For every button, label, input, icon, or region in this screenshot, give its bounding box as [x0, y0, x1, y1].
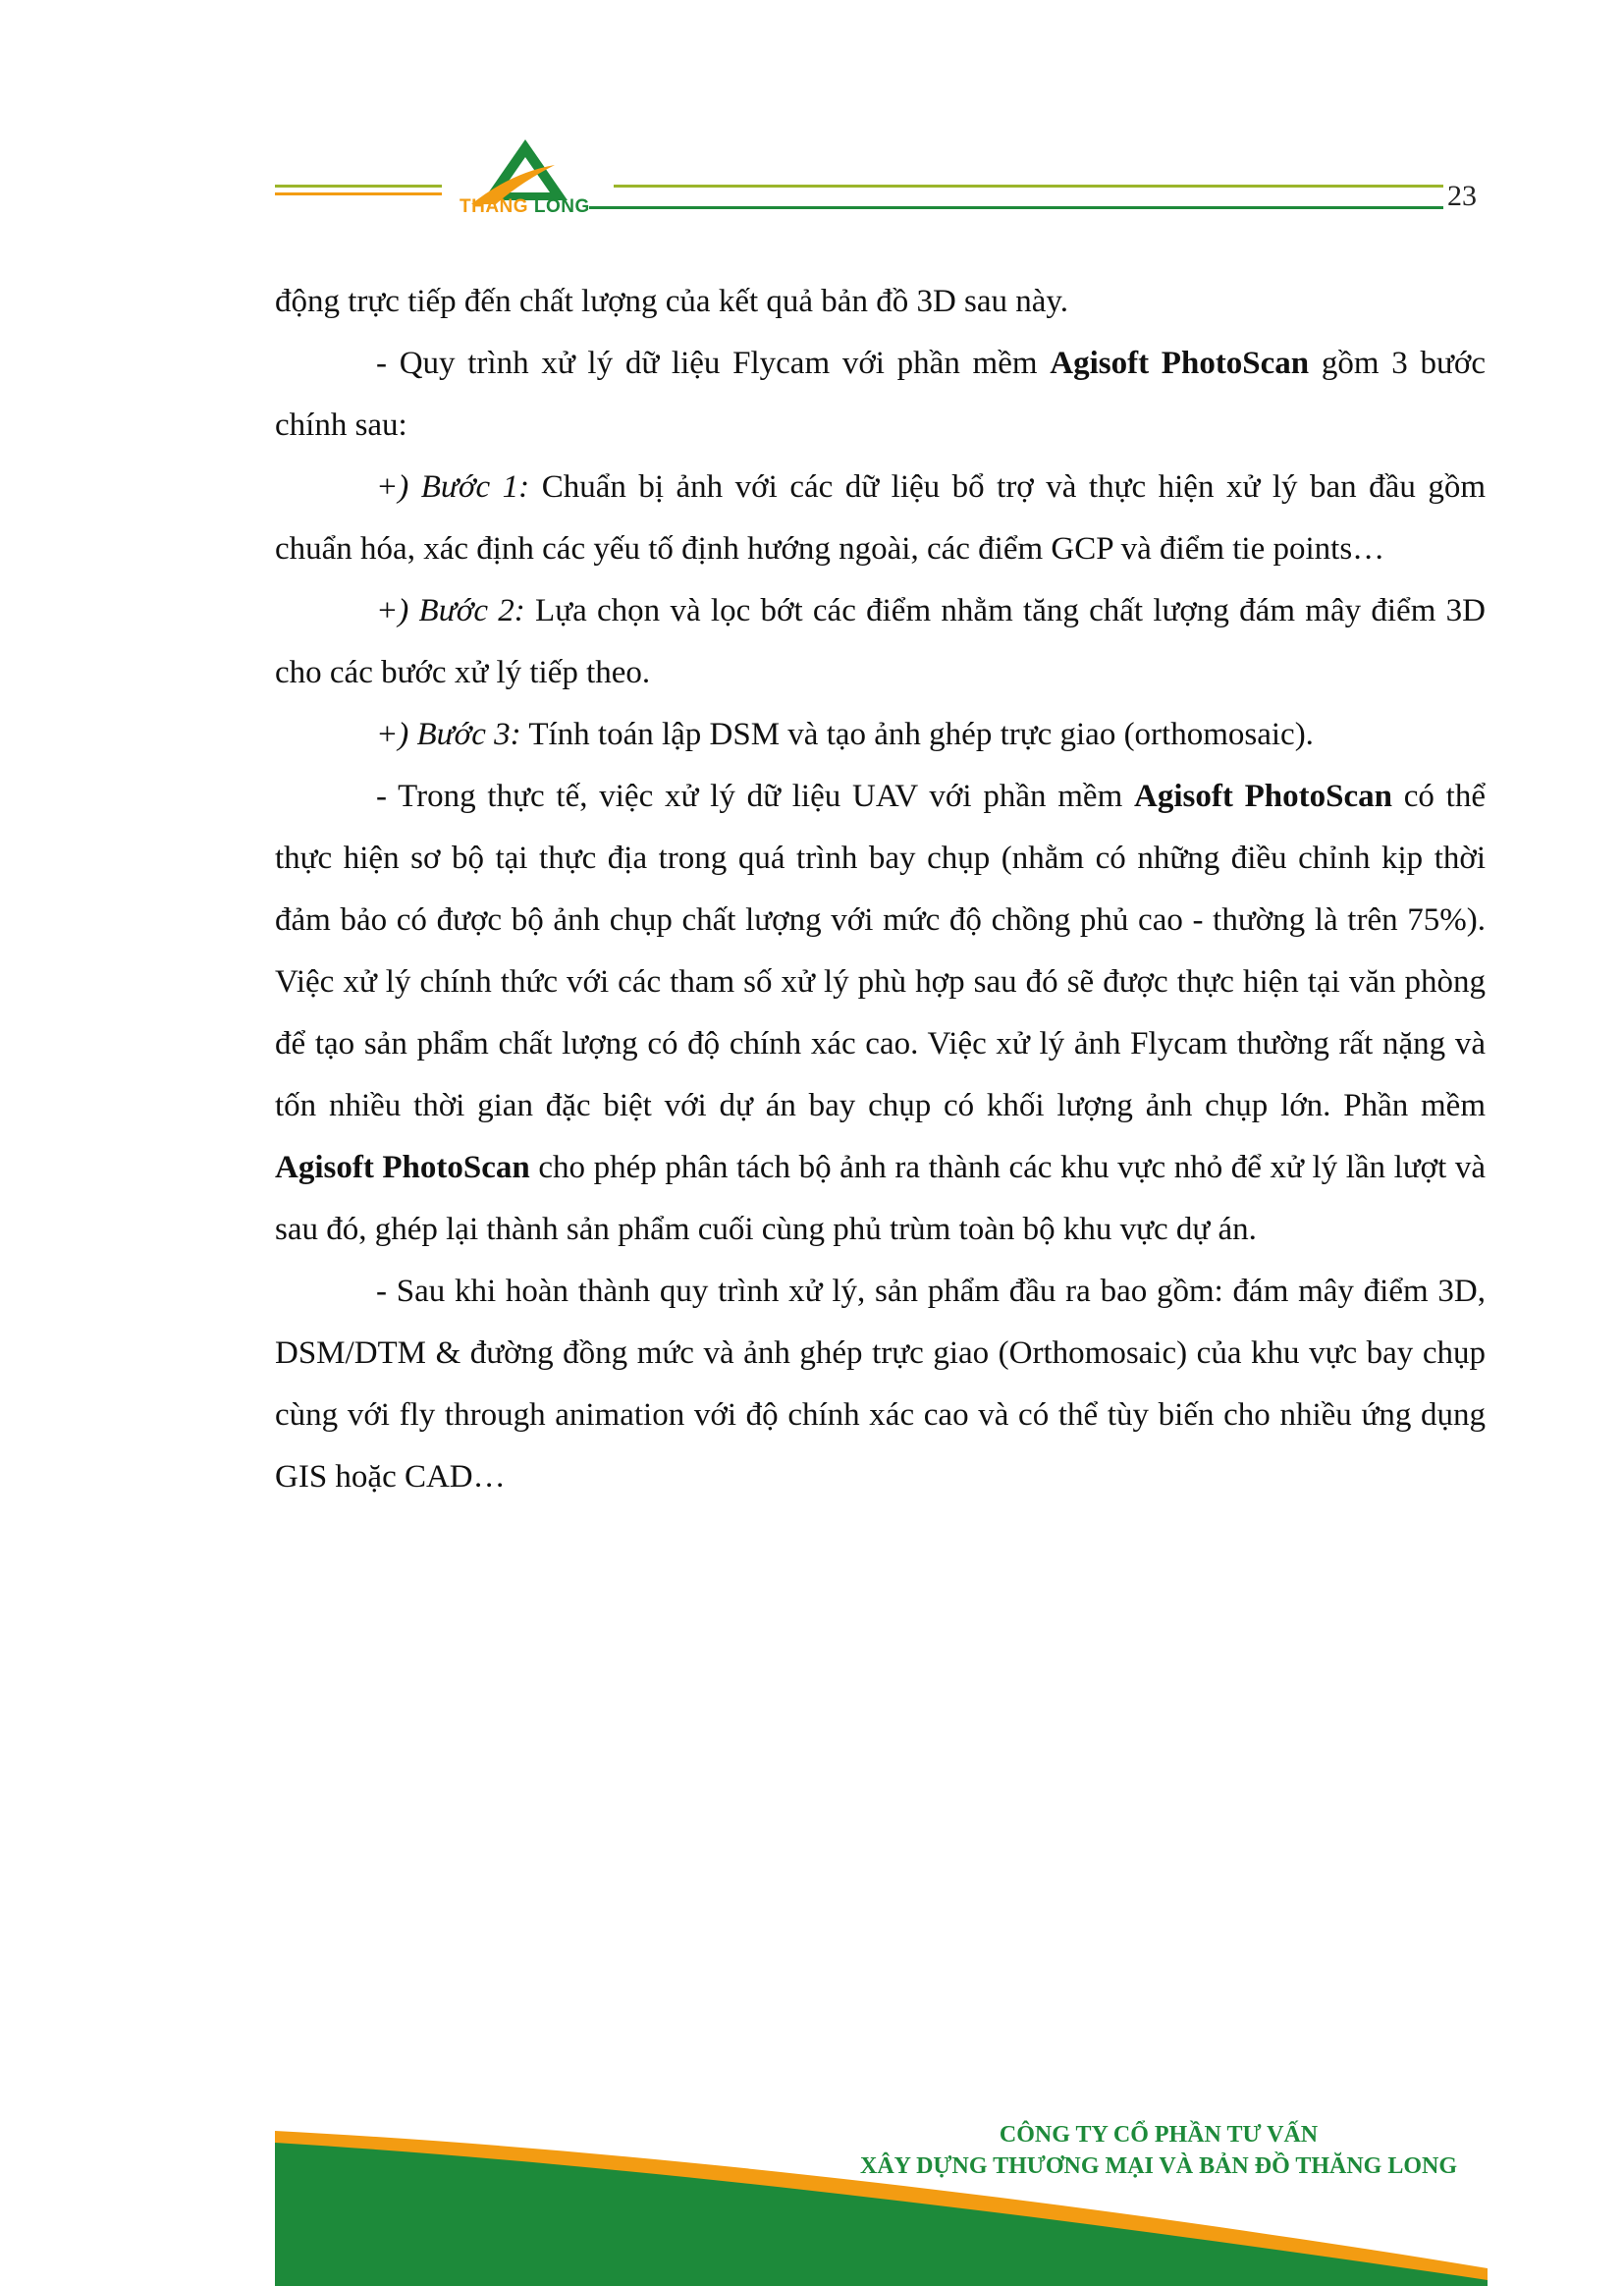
header-rule-left	[275, 185, 442, 188]
logo-wordmark-part2: LONG	[533, 196, 590, 217]
paragraph-6	[275, 766, 1486, 1261]
paragraph-6-software-name-2: Agisoft PhotoScan	[275, 1150, 530, 1185]
step-3-label: +) Bước 3:	[376, 717, 521, 752]
paragraph-6-text-a: - Trong thực tế, việc xử lý dữ liệu UAV với phần mềm	[376, 779, 1135, 814]
paragraph-1: động trực tiếp đến chất lượng của kết quả bản đồ 3D sau này.	[275, 284, 1069, 319]
company-name-line-2: XÂY DỰNG THƯƠNG MẠI VÀ BẢN ĐỒ THĂNG LONG	[859, 2153, 1458, 2179]
header-rule-right	[614, 185, 1443, 188]
step-2-text: Lựa chọn và lọc bớt các điểm nhằm tăng chất lượng đám mây điểm 3D cho các bước xử lý tiếp theo.	[275, 593, 1486, 690]
step-3-text: Tính toán lập DSM và tạo ảnh ghép trực giao (orthomosaic).	[520, 717, 1314, 752]
logo-wordmark-part1: THĂNG	[460, 196, 529, 217]
page-number: 23	[1447, 180, 1477, 212]
paragraph-step-2	[275, 580, 1486, 704]
paragraph-6-text-c: cho phép phân tách bộ ảnh ra thành các khu vực nhỏ để xử lý lần lượt và sau đó, ghép lại thành sản phẩm cuối cùng phủ trùm toàn bộ khu vực dự án.	[275, 1150, 1486, 1247]
step-2-label: +) Bước 2:	[376, 593, 525, 628]
company-name	[835, 2119, 1483, 2182]
page-header	[0, 0, 1624, 236]
header-rule-right-lower	[589, 206, 1443, 209]
paragraph-7: - Sau khi hoàn thành quy trình xử lý, sản phẩm đầu ra bao gồm: đám mây điểm 3D, DSM/DTM & đường đồng mức và ảnh ghép trực giao (Orthomosaic) của khu vực bay chụp cùng với fly through animation với độ chính xác cao và có thể tùy biến cho nhiều ứng dụng GIS hoặc CAD…	[275, 1274, 1486, 1495]
paragraph-6-text-b: có thể thực hiện sơ bộ tại thực địa trong quá trình bay chụp (nhằm có những điều chỉnh kịp thời đảm bảo có được bộ ảnh chụp chất lượng với mức độ chồng phủ cao - thường là trên 75%). Việc xử lý chính thức với các tham số xử lý phù hợp sau đó sẽ được thực hiện tại văn phòng để tạo sản phẩm chất lượng có độ chính xác cao. Việc xử lý ảnh Flycam thường rất nặng và tốn nhiều thời gian đặc biệt với dự án bay chụp có khối lượng ảnh chụp lớn. Phần mềm	[275, 779, 1486, 1123]
paragraph-2-software-name: Agisoft PhotoScan	[1050, 346, 1310, 381]
paragraph-2-text-b: gồm 3 bước chính sau:	[275, 346, 1486, 443]
paragraph-step-1	[275, 457, 1486, 580]
header-rule-left-lower	[275, 192, 442, 195]
step-1-text: Chuẩn bị ảnh với các dữ liệu bổ trợ và thực hiện xử lý ban đầu gồm chuẩn hóa, xác định các yếu tố định hướng ngoài, các điểm GCP và điểm tie points…	[275, 469, 1486, 567]
logo-wordmark	[460, 196, 590, 218]
paragraph-6-software-name-1: Agisoft PhotoScan	[1134, 779, 1392, 814]
paragraph-2-text-a: - Quy trình xử lý dữ liệu Flycam với phần mềm	[376, 346, 1051, 381]
document-body	[275, 271, 1486, 1508]
paragraph-2	[275, 333, 1486, 457]
step-1-label: +) Bước 1:	[376, 469, 530, 505]
paragraph-step-3	[275, 704, 1486, 766]
company-name-line-1: CÔNG TY CỔ PHẦN TƯ VẤN	[999, 2122, 1319, 2148]
